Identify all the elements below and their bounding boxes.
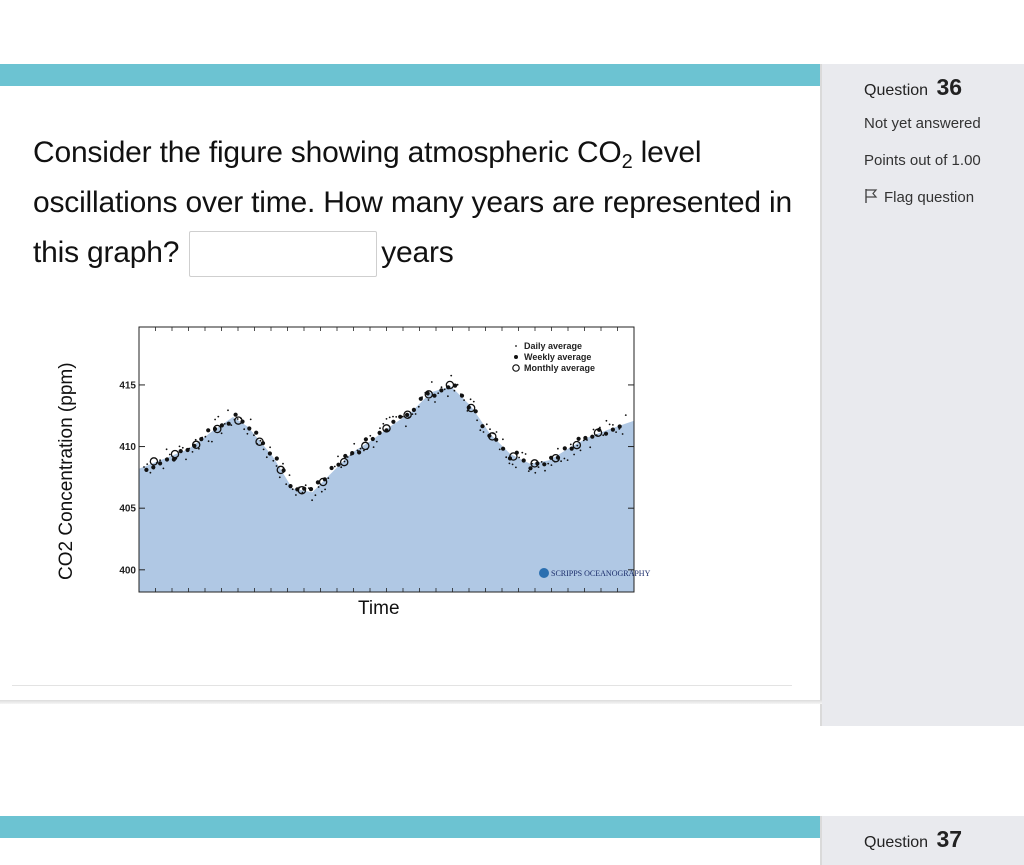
daily-point <box>195 439 197 441</box>
daily-point <box>179 446 181 448</box>
question-text-subscript: 2 <box>621 151 633 173</box>
daily-point <box>295 494 297 496</box>
daily-point <box>334 466 336 468</box>
daily-point <box>473 401 475 403</box>
weekly-point <box>288 484 292 488</box>
daily-point <box>292 488 294 490</box>
question-text-part1: Consider the figure showing atmospheric CO <box>33 136 622 169</box>
y-tick-label: 405 <box>119 503 136 515</box>
daily-point <box>250 419 252 421</box>
daily-point <box>538 466 540 468</box>
daily-point <box>260 440 262 442</box>
daily-point <box>289 474 291 476</box>
weekly-point <box>371 437 375 441</box>
flag-question-label: Flag question <box>884 189 975 206</box>
weekly-point <box>542 462 546 466</box>
weekly-point <box>179 449 183 453</box>
daily-point <box>247 433 249 435</box>
weekly-point <box>522 458 526 462</box>
weekly-point <box>577 437 581 441</box>
weekly-point <box>364 437 368 441</box>
daily-point <box>318 486 320 488</box>
weekly-point <box>330 466 334 470</box>
daily-point <box>444 389 446 391</box>
weekly-point <box>158 461 162 465</box>
flag-icon <box>864 188 878 204</box>
weekly-point <box>206 428 210 432</box>
daily-point <box>386 418 388 420</box>
daily-point <box>376 441 378 443</box>
daily-point <box>282 463 284 465</box>
weekly-point <box>583 436 587 440</box>
daily-point <box>573 454 575 456</box>
daily-point <box>589 446 591 448</box>
daily-point <box>321 491 323 493</box>
daily-point <box>214 419 216 421</box>
daily-point <box>279 476 281 478</box>
weekly-point <box>604 432 608 436</box>
legend-daily-label: Daily average <box>524 341 583 351</box>
daily-point <box>551 464 553 466</box>
answer-input[interactable] <box>189 231 377 277</box>
daily-point <box>470 398 472 400</box>
question-number <box>864 74 962 101</box>
daily-point <box>625 414 627 416</box>
daily-point <box>518 457 520 459</box>
legend-weekly-marker <box>514 355 518 359</box>
daily-point <box>544 470 546 472</box>
weekly-point <box>480 424 484 428</box>
question-points: Points out of 1.00 <box>864 152 981 169</box>
question-divider <box>12 685 792 686</box>
daily-point <box>593 429 595 431</box>
daily-point <box>534 472 536 474</box>
legend-weekly-label: Weekly average <box>524 352 592 362</box>
daily-point <box>622 433 624 435</box>
weekly-point <box>501 447 505 451</box>
chart-y-axis-label: CO2 Concentration (ppm) <box>56 362 77 580</box>
weekly-point <box>275 456 279 460</box>
weekly-point <box>590 435 594 439</box>
daily-point <box>337 456 339 458</box>
daily-point <box>496 431 498 433</box>
daily-point <box>163 468 165 470</box>
weekly-point <box>439 388 443 392</box>
weekly-point <box>419 397 423 401</box>
daily-point <box>418 406 420 408</box>
question-label: Question <box>864 82 929 99</box>
daily-point <box>305 484 307 486</box>
daily-point <box>340 466 342 468</box>
daily-point <box>521 452 523 454</box>
weekly-point <box>247 426 251 430</box>
daily-point <box>567 459 569 461</box>
daily-point <box>327 477 329 479</box>
daily-point <box>166 448 168 450</box>
daily-point <box>431 381 433 383</box>
daily-point <box>192 451 194 453</box>
daily-point <box>489 428 491 430</box>
co2-chart <box>110 320 651 605</box>
daily-point <box>580 450 582 452</box>
daily-point <box>221 432 223 434</box>
daily-point <box>185 459 187 461</box>
daily-point <box>143 466 145 468</box>
co2-area <box>139 386 634 592</box>
daily-point <box>211 441 213 443</box>
daily-point <box>382 423 384 425</box>
daily-point <box>285 483 287 485</box>
weekly-point <box>268 451 272 455</box>
daily-point <box>205 436 207 438</box>
daily-point <box>557 448 559 450</box>
y-tick-label: 400 <box>119 565 136 577</box>
chart-x-axis-label: Time <box>358 598 400 619</box>
question-label-next: Question <box>864 834 929 851</box>
weekly-point <box>151 465 155 469</box>
daily-point <box>441 386 443 388</box>
weekly-point <box>254 431 258 435</box>
daily-point <box>269 446 271 448</box>
question-number-next <box>864 826 962 853</box>
weekly-point <box>611 428 615 432</box>
daily-point <box>570 444 572 446</box>
legend-daily-marker <box>515 345 517 347</box>
daily-point <box>463 399 465 401</box>
daily-point <box>272 460 274 462</box>
daily-point <box>392 416 394 418</box>
daily-point <box>217 416 219 418</box>
daily-point <box>237 418 239 420</box>
weekly-point <box>528 466 532 470</box>
daily-point <box>576 445 578 447</box>
daily-point <box>415 413 417 415</box>
daily-point <box>606 420 608 422</box>
daily-point <box>227 409 229 411</box>
daily-point <box>612 424 614 426</box>
daily-point <box>512 464 514 466</box>
daily-point <box>502 438 504 440</box>
daily-point <box>208 440 210 442</box>
daily-point <box>379 427 381 429</box>
daily-point <box>450 375 452 377</box>
daily-point <box>547 463 549 465</box>
daily-point <box>360 448 362 450</box>
daily-point <box>311 499 313 501</box>
flag-question-button[interactable] <box>864 188 974 206</box>
daily-point <box>266 456 268 458</box>
daily-point <box>276 465 278 467</box>
daily-point <box>395 416 397 418</box>
daily-point <box>541 461 543 463</box>
daily-point <box>528 470 530 472</box>
question-text <box>33 128 803 278</box>
weekly-point <box>563 446 567 450</box>
daily-point <box>515 467 517 469</box>
weekly-point <box>309 487 313 491</box>
weekly-point <box>350 451 354 455</box>
daily-point <box>476 419 478 421</box>
y-tick-label: 415 <box>119 380 136 392</box>
weekly-point <box>460 394 464 398</box>
daily-point <box>230 424 232 426</box>
daily-point <box>560 460 562 462</box>
daily-point <box>602 434 604 436</box>
daily-point <box>150 472 152 474</box>
daily-point <box>609 424 611 426</box>
y-tick-label: 410 <box>119 442 136 454</box>
weekly-point <box>618 424 622 428</box>
question-number-value: 36 <box>936 74 963 100</box>
weekly-point <box>357 450 361 454</box>
weekly-point <box>412 408 416 412</box>
weekly-point <box>398 415 402 419</box>
daily-point <box>369 435 371 437</box>
weekly-point <box>405 413 409 417</box>
daily-point <box>405 425 407 427</box>
daily-point <box>505 456 507 458</box>
legend-monthly-label: Monthly average <box>524 363 596 373</box>
weekly-point <box>186 448 190 452</box>
daily-point <box>486 423 488 425</box>
daily-point <box>615 431 617 433</box>
scripps-logo-icon <box>539 568 549 578</box>
legend-monthly-marker <box>513 365 519 371</box>
daily-point <box>324 489 326 491</box>
weekly-point <box>391 420 395 424</box>
daily-point <box>454 390 456 392</box>
daily-point <box>315 494 317 496</box>
daily-point <box>483 431 485 433</box>
weekly-point <box>343 454 347 458</box>
question-text-part2: level oscillations over time. How many years are represented in this graph? <box>33 136 792 269</box>
weekly-point <box>144 468 148 472</box>
daily-point <box>564 458 566 460</box>
daily-point <box>263 449 265 451</box>
daily-point <box>253 434 255 436</box>
daily-point <box>169 454 171 456</box>
question-card-shadow <box>0 700 822 704</box>
daily-point <box>499 449 501 451</box>
weekly-point <box>199 437 203 441</box>
daily-point <box>182 447 184 449</box>
weekly-point <box>378 431 382 435</box>
daily-point <box>344 461 346 463</box>
scripps-logo-text: SCRIPPS OCEANOGRAPHY <box>551 569 651 578</box>
question-number-value-next: 37 <box>936 826 963 852</box>
daily-point <box>447 395 449 397</box>
daily-point <box>243 428 245 430</box>
daily-point <box>479 429 481 431</box>
weekly-point <box>336 463 340 467</box>
daily-point <box>373 446 375 448</box>
question-status: Not yet answered <box>864 115 981 132</box>
question-header-bar <box>0 64 820 86</box>
daily-point <box>509 463 511 465</box>
answer-unit: years <box>381 236 454 269</box>
daily-point <box>434 401 436 403</box>
daily-point <box>146 463 148 465</box>
daily-point <box>428 399 430 401</box>
weekly-point <box>227 422 231 426</box>
daily-point <box>353 443 355 445</box>
question-header-bar-next <box>0 816 820 838</box>
daily-point <box>224 423 226 425</box>
weekly-point <box>234 413 238 417</box>
daily-point <box>525 453 527 455</box>
weekly-point <box>165 457 169 461</box>
daily-point <box>159 459 161 461</box>
daily-point <box>437 392 439 394</box>
daily-point <box>389 417 391 419</box>
